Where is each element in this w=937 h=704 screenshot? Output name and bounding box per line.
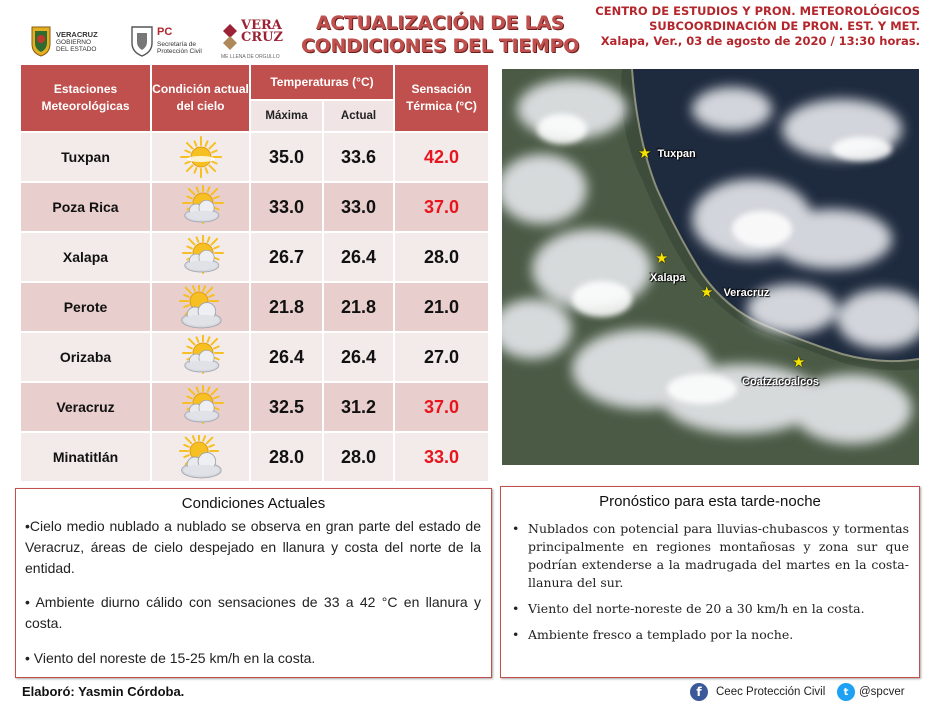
page-title-line1: ACTUALIZACIÓN DE LAS — [315, 12, 565, 34]
partly-cloudy-icon — [173, 235, 229, 279]
veracruz-logo-cruz: CRUZ — [241, 30, 283, 45]
sky-condition-cell — [151, 432, 250, 482]
forecast-bullet: • — [512, 601, 520, 616]
twitter-link[interactable] — [837, 683, 905, 701]
current-conditions-panel — [15, 488, 492, 678]
table-row — [20, 282, 489, 332]
thermal-sensation: 33.0 — [394, 432, 489, 482]
page-title-line2: CONDICIONES DEL TIEMPO — [300, 35, 580, 57]
satellite-map — [502, 69, 919, 465]
institution-date: Xalapa, Ver., 03 de agosto de 2020 / 13:30 horas. — [600, 34, 920, 48]
table-row — [20, 232, 489, 282]
partly-cloudy-icon — [173, 335, 229, 379]
forecast-item-2-text: Viento del norte-noreste de 20 a 30 km/h en la costa. — [528, 601, 865, 616]
temp-actual: 33.0 — [323, 182, 394, 232]
current-conditions-item-1: •Cielo medio nublado a nublado se observa en gran parte del estado de Veracruz, áreas de cielo despejado en llanura y costa del norte de la entidad. — [25, 518, 481, 576]
temp-actual: 21.8 — [323, 282, 394, 332]
pc-logo-line3: Protección Civil — [157, 48, 202, 55]
veracruz-emblem-icon — [221, 22, 239, 52]
map-city-tuxpan-label: Tuxpan — [657, 147, 696, 160]
sun-icon — [173, 135, 229, 179]
temp-max: 26.4 — [250, 332, 323, 382]
sky-condition-cell — [151, 232, 250, 282]
map-city-xalapa-label: Xalapa — [650, 272, 686, 284]
current-conditions-item-3: • Viento del noreste de 15-25 km/h en la costa. — [25, 650, 316, 666]
station-name: Orizaba — [20, 332, 151, 382]
veracruz-orgullo-logo — [221, 18, 285, 66]
table-row — [20, 182, 489, 232]
sky-condition-cell — [151, 132, 250, 182]
star-icon: ★ — [638, 145, 652, 162]
twitter-label: @spcver — [859, 686, 905, 698]
forecast-item-2 — [510, 600, 909, 618]
sky-condition-cell — [151, 282, 250, 332]
map-city-coatzacoalcos — [792, 355, 805, 370]
institution-line1: CENTRO DE ESTUDIOS Y PRON. METEOROLÓGICOS — [595, 4, 920, 18]
forecast-bullet: • — [512, 521, 520, 536]
sky-condition-cell — [151, 332, 250, 382]
map-city-xalapa — [655, 251, 668, 266]
star-icon: ★ — [792, 354, 806, 371]
pc-logo-line2: Secretaría de — [157, 41, 197, 48]
map-city-veracruz-label: Veracruz — [723, 286, 770, 299]
forecast-title: Pronóstico para esta tarde-noche — [599, 493, 821, 510]
institution-header — [580, 4, 920, 49]
forecast-item-3-text: Ambiente fresco a templado por la noche. — [528, 627, 794, 642]
temp-actual: 33.6 — [323, 132, 394, 182]
proteccion-civil-logo — [128, 18, 208, 66]
temp-max: 21.8 — [250, 282, 323, 332]
station-name: Perote — [20, 282, 151, 332]
table-row — [20, 332, 489, 382]
star-icon: ★ — [655, 250, 669, 267]
temp-actual: 26.4 — [323, 332, 394, 382]
temp-actual: 26.4 — [323, 232, 394, 282]
station-name: Xalapa — [20, 232, 151, 282]
mostly-cloudy-icon — [173, 285, 229, 329]
satellite-image — [502, 69, 919, 465]
forecast-item-1-text: Nublados con potencial para lluvias-chubascos y tormentas principalmente en regiones montañosas y zona sur que podrían extenderse a la madrugada del martes en la costa-llanura del sur. — [528, 521, 909, 590]
thermal-sensation: 37.0 — [394, 382, 489, 432]
thermal-sensation: 28.0 — [394, 232, 489, 282]
veracruz-logo-word — [241, 20, 283, 44]
forecast-item-1 — [510, 520, 909, 592]
veracruz-logo-vera: VERA — [241, 18, 282, 33]
stations-table — [20, 64, 489, 482]
thermal-sensation: 42.0 — [394, 132, 489, 182]
coat-of-arms-icon — [30, 24, 52, 58]
table-row — [20, 432, 489, 482]
sky-condition-cell — [151, 182, 250, 232]
table-row — [20, 132, 489, 182]
sky-condition-cell — [151, 382, 250, 432]
header-max: Máxima — [250, 100, 323, 132]
header-sensation: Sensación Térmica (°C) — [394, 64, 489, 132]
header-temperatures: Temperaturas (°C) — [250, 64, 394, 100]
forecast-list — [510, 520, 909, 644]
page-title — [300, 12, 580, 58]
institution-line2: SUBCOORDINACIÓN DE PRON. EST. Y MET. — [649, 19, 920, 33]
partly-cloudy-icon — [173, 385, 229, 429]
current-conditions-item-2: • Ambiente diurno cálido con sensaciones de 33 a 42 °C en llanura y costa. — [25, 594, 481, 631]
thermal-sensation: 21.0 — [394, 282, 489, 332]
temp-max: 32.5 — [250, 382, 323, 432]
pc-shield-icon — [130, 24, 154, 58]
forecast-item-3 — [510, 626, 909, 644]
pc-logo-letters: PC — [157, 26, 173, 38]
table-row — [20, 382, 489, 432]
temp-max: 35.0 — [250, 132, 323, 182]
temp-actual: 28.0 — [323, 432, 394, 482]
forecast-panel — [500, 486, 920, 678]
map-city-veracruz — [700, 285, 769, 300]
temp-actual: 31.2 — [323, 382, 394, 432]
map-city-tuxpan — [638, 146, 696, 161]
station-name: Poza Rica — [20, 182, 151, 232]
veracruz-logo-tagline: ME LLENA DE ORGULLO — [221, 54, 280, 60]
header-condition: Condición actual del cielo — [151, 64, 250, 132]
station-name: Veracruz — [20, 382, 151, 432]
facebook-link[interactable] — [690, 683, 825, 701]
thermal-sensation: 37.0 — [394, 182, 489, 232]
partly-cloudy-icon — [173, 185, 229, 229]
temp-max: 26.7 — [250, 232, 323, 282]
gobierno-veracruz-logo — [28, 18, 108, 66]
header-actual: Actual — [323, 100, 394, 132]
gob-logo-line1: VERACRUZ — [56, 30, 98, 39]
mostly-cloudy-icon — [173, 435, 229, 479]
header-station: Estaciones Meteorológicas — [20, 64, 151, 132]
station-name: Tuxpan — [20, 132, 151, 182]
twitter-icon: t — [837, 683, 855, 701]
gob-logo-line3: DEL ESTADO — [56, 46, 97, 53]
gob-logo-line2: GOBIERNO — [56, 39, 92, 46]
facebook-label: Ceec Protección Civil — [716, 686, 826, 698]
thermal-sensation: 27.0 — [394, 332, 489, 382]
star-icon: ★ — [700, 284, 714, 301]
station-name: Minatitlán — [20, 432, 151, 482]
temp-max: 28.0 — [250, 432, 323, 482]
temp-max: 33.0 — [250, 182, 323, 232]
current-conditions-title: Condiciones Actuales — [181, 495, 326, 512]
map-city-coatzacoalcos-label: Coatzacoalcos — [742, 376, 820, 388]
logos-bar — [28, 18, 283, 66]
forecast-bullet: • — [512, 627, 520, 642]
author-credit: Elaboró: Yasmin Córdoba. — [22, 684, 185, 699]
facebook-icon: f — [690, 683, 708, 701]
